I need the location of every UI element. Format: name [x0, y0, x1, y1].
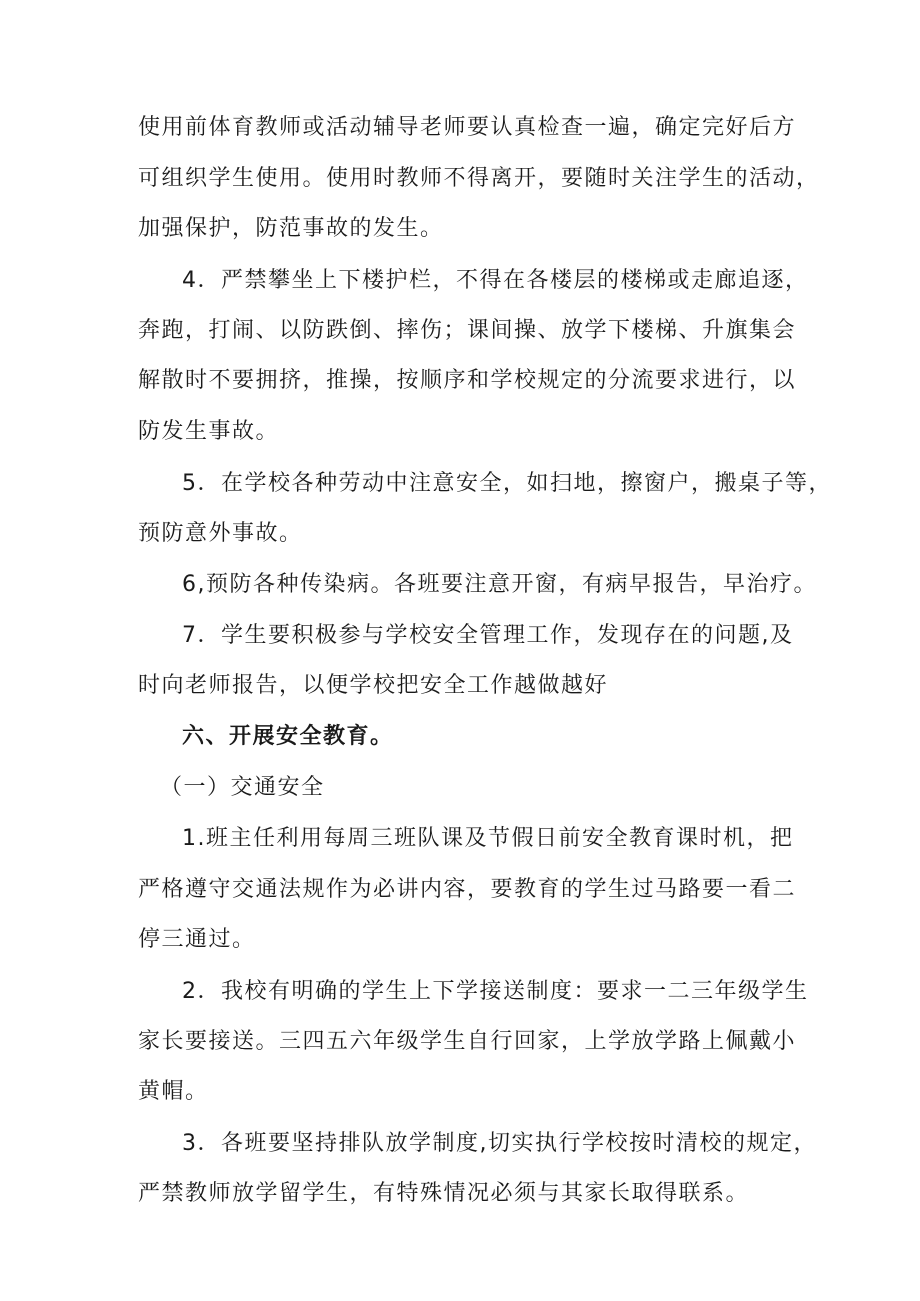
- paragraph-line: 2．我校有明确的学生上下学接送制度：要求一二三年级学生: [182, 979, 809, 1004]
- paragraph-line: 使用前体育教师或活动辅导老师要认真检查一遍，确定完好后方: [138, 115, 797, 140]
- paragraph-line: 4．严禁攀坐上下楼护栏，不得在各楼层的楼梯或走廊追逐，: [182, 268, 809, 293]
- paragraph-line: 黄帽。: [138, 1079, 209, 1104]
- paragraph-line: 7．学生要积极参与学校安全管理工作，发现存在的问题,及: [182, 623, 794, 648]
- paragraph-line: 1.班主任利用每周三班队课及节假日前安全教育课时机，把: [182, 826, 794, 851]
- paragraph-line: 防发生事故。: [138, 419, 280, 444]
- paragraph-line: 奔跑，打闹、以防跌倒、摔伤；课间操、放学下楼梯、升旗集会: [138, 318, 797, 343]
- paragraph-line: 6,预防各种传染病。各班要注意开窗，有病早报告，早治疗。: [182, 572, 817, 597]
- paragraph-line: 5．在学校各种劳动中注意安全，如扫地，擦窗户，搬桌子等，: [182, 471, 832, 496]
- section-heading: 六、开展安全教育。: [182, 724, 394, 749]
- paragraph-line: 家长要接送。三四五六年级学生自行回家，上学放学路上佩戴小: [138, 1029, 797, 1054]
- paragraph-line: 停三通过。: [138, 927, 256, 952]
- paragraph-line: 3．各班要坚持排队放学制度,切实执行学校按时清校的规定，: [182, 1131, 817, 1156]
- paragraph-line: 严禁教师放学留学生，有特殊情况必须与其家长取得联系。: [138, 1181, 750, 1206]
- paragraph-line: 解散时不要拥挤，推操，按顺序和学校规定的分流要求进行，以: [138, 368, 797, 393]
- subsection-heading: （一）交通安全: [160, 775, 325, 800]
- paragraph-line: 预防意外事故。: [138, 521, 303, 546]
- paragraph-line: 可组织学生使用。使用时教师不得离开，要随时关注学生的活动，: [138, 166, 820, 191]
- paragraph-line: 严格遵守交通法规作为必讲内容，要教育的学生过马路要一看二: [138, 877, 797, 902]
- paragraph-line: 时向老师报告，以便学校把安全工作越做越好: [138, 673, 609, 698]
- paragraph-line: 加强保护，防范事故的发生。: [138, 216, 444, 241]
